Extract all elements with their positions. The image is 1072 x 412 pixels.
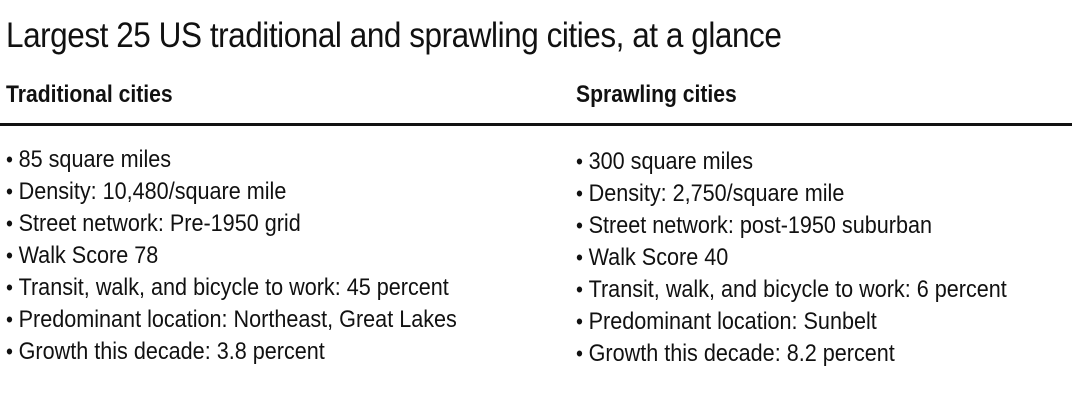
- bullet-icon: •: [6, 147, 13, 172]
- list-item-text: Growth this decade: 8.2 percent: [588, 340, 895, 367]
- list-item-text: Predominant location: Sunbelt: [588, 308, 877, 335]
- list-item: [6, 144, 457, 176]
- list-item-text: Walk Score 40: [588, 244, 729, 271]
- list-item-text: Street network: post-1950 suburban: [588, 212, 933, 239]
- list-item-text: Transit, walk, and bicycle to work: 6 percent: [588, 276, 1007, 303]
- list-item-text: Transit, walk, and bicycle to work: 45 percent: [18, 274, 449, 301]
- list-item-text: 300 square miles: [588, 148, 754, 175]
- list-item: [576, 210, 1007, 242]
- bullet-icon: •: [576, 341, 583, 366]
- bullet-icon: •: [6, 243, 13, 268]
- bullet-icon: •: [576, 149, 583, 174]
- list-item: [6, 304, 457, 336]
- sprawling-cities-heading: Sprawling cities: [576, 81, 737, 108]
- list-item: [6, 336, 457, 368]
- list-item: [6, 272, 457, 304]
- list-item: [576, 178, 1007, 210]
- bullet-icon: •: [576, 181, 583, 206]
- bullet-icon: •: [6, 339, 13, 364]
- list-item: [6, 176, 457, 208]
- page-title: Largest 25 US traditional and sprawling cities, at a glance: [6, 16, 782, 55]
- header-divider: [0, 123, 1072, 126]
- list-item-text: Growth this decade: 3.8 percent: [18, 338, 325, 365]
- bullet-icon: •: [6, 179, 13, 204]
- bullet-icon: •: [6, 211, 13, 236]
- list-item: [576, 146, 1007, 178]
- bullet-icon: •: [576, 213, 583, 238]
- traditional-cities-heading: Traditional cities: [6, 81, 173, 108]
- list-item: [6, 240, 457, 272]
- list-item: [576, 242, 1007, 274]
- list-item-text: Walk Score 78: [18, 242, 159, 269]
- list-item-text: 85 square miles: [18, 146, 172, 173]
- list-item-text: Density: 10,480/square mile: [18, 178, 287, 205]
- list-item-text: Predominant location: Northeast, Great Lakes: [18, 306, 457, 333]
- bullet-icon: •: [576, 245, 583, 270]
- list-item-text: Street network: Pre-1950 grid: [18, 210, 301, 237]
- list-item: [576, 306, 1007, 338]
- list-item: [6, 208, 457, 240]
- list-item: [576, 274, 1007, 306]
- bullet-icon: •: [576, 309, 583, 334]
- list-item: [576, 338, 1007, 370]
- list-item-text: Density: 2,750/square mile: [588, 180, 845, 207]
- bullet-icon: •: [6, 307, 13, 332]
- traditional-cities-list: [6, 144, 457, 368]
- bullet-icon: •: [6, 275, 13, 300]
- bullet-icon: •: [576, 277, 583, 302]
- sprawling-cities-list: [576, 146, 1007, 370]
